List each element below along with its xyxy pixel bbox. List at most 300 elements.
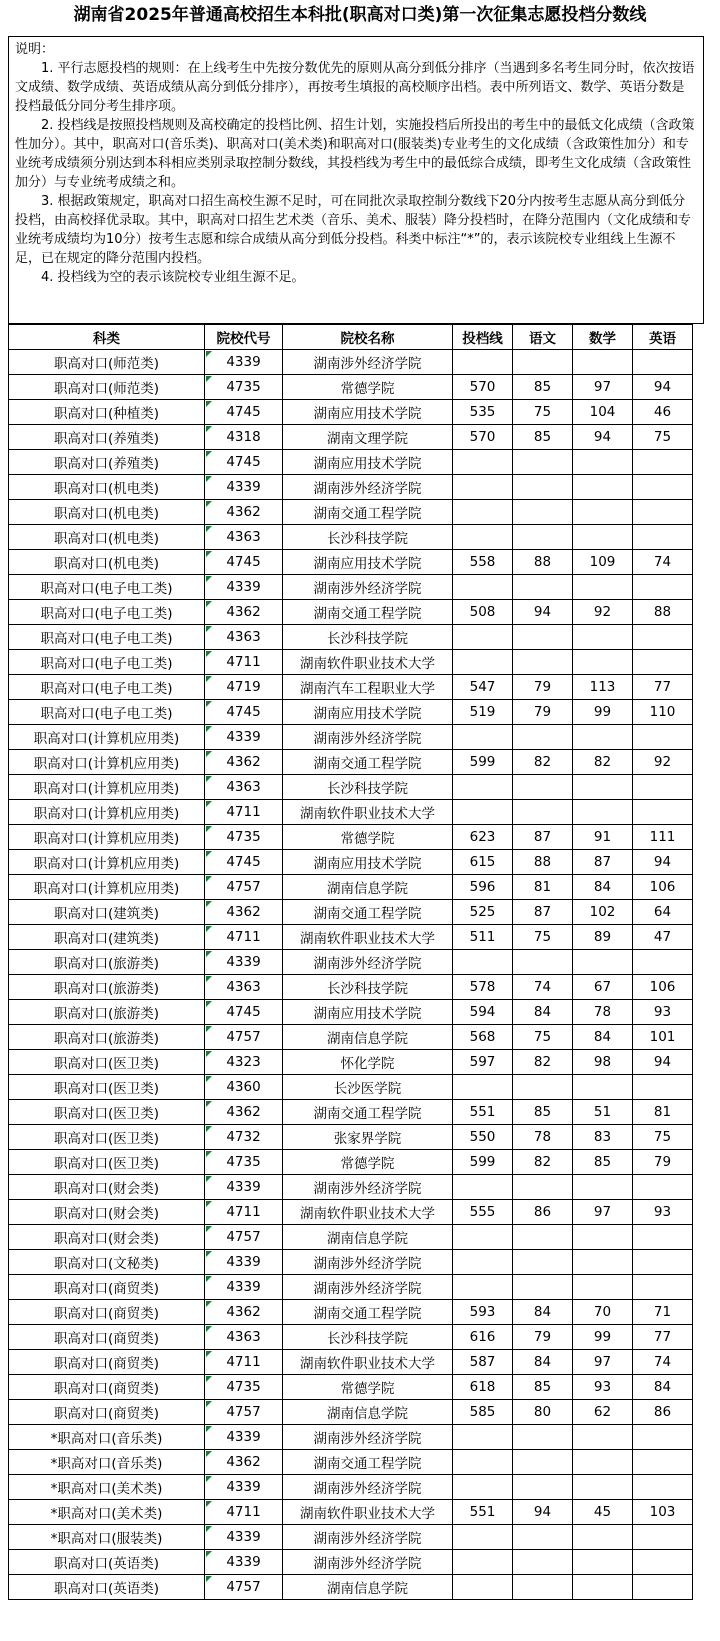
school-name-cell: 张家界学院 [283,1125,453,1150]
chinese-score-cell: 84 [513,1350,573,1375]
school-code-cell: 4339 [205,950,283,975]
english-score-cell [633,1225,693,1250]
math-score-cell [573,1575,633,1600]
school-name-cell: 湖南交通工程学院 [283,900,453,925]
school-name-cell: 湖南应用技术学院 [283,850,453,875]
school-name-cell: 湖南应用技术学院 [283,400,453,425]
school-name-cell: 长沙科技学院 [283,975,453,1000]
table-row [9,1300,693,1325]
chinese-score-cell: 79 [513,700,573,725]
table-row [9,700,693,725]
table-row [9,750,693,775]
cutoff-score-cell: 558 [453,550,513,575]
math-score-cell: 45 [573,1500,633,1525]
category-cell: 职高对口(财会类) [9,1225,205,1250]
cutoff-score-cell [453,800,513,825]
math-score-cell: 113 [573,675,633,700]
category-cell: 职高对口(计算机应用类) [9,775,205,800]
school-name-cell: 湖南涉外经济学院 [283,475,453,500]
chinese-score-cell [513,650,573,675]
math-score-cell [573,1425,633,1450]
category-cell: *职高对口(音乐类) [9,1425,205,1450]
category-cell: 职高对口(商贸类) [9,1375,205,1400]
chinese-score-cell: 85 [513,1375,573,1400]
table-row [9,975,693,1000]
school-code-cell: 4711 [205,650,283,675]
school-code-cell: 4318 [205,425,283,450]
table-row [9,450,693,475]
school-code-cell: 4362 [205,600,283,625]
school-name-cell: 湖南交通工程学院 [283,750,453,775]
math-score-cell: 98 [573,1050,633,1075]
chinese-score-cell [513,625,573,650]
header-category: 科类 [9,325,205,350]
table-row [9,725,693,750]
category-cell: 职高对口(医卫类) [9,1075,205,1100]
math-score-cell [573,950,633,975]
score-table [8,324,693,1600]
school-name-cell: 湖南交通工程学院 [283,1300,453,1325]
cutoff-score-cell [453,1550,513,1575]
notes-label: 说明： [15,42,55,57]
chinese-score-cell [513,1550,573,1575]
cutoff-score-cell: 593 [453,1300,513,1325]
chinese-score-cell: 88 [513,850,573,875]
category-cell: 职高对口(机电类) [9,475,205,500]
cutoff-score-cell: 587 [453,1350,513,1375]
chinese-score-cell: 94 [513,1500,573,1525]
table-row [9,1275,693,1300]
school-code-cell: 4745 [205,550,283,575]
chinese-score-cell [513,525,573,550]
chinese-score-cell: 79 [513,675,573,700]
chinese-score-cell: 87 [513,825,573,850]
school-name-cell: 湖南应用技术学院 [283,450,453,475]
school-name-cell: 湖南交通工程学院 [283,1450,453,1475]
english-score-cell: 79 [633,1150,693,1175]
cutoff-score-cell: 511 [453,925,513,950]
table-row [9,1425,693,1450]
school-name-cell: 湖南涉外经济学院 [283,1250,453,1275]
english-score-cell: 92 [633,750,693,775]
cutoff-score-cell: 618 [453,1375,513,1400]
math-score-cell: 67 [573,975,633,1000]
school-name-cell: 湖南汽车工程职业大学 [283,675,453,700]
table-row [9,1350,693,1375]
math-score-cell [573,575,633,600]
note-item-1: 1. 平行志愿投档的规则：在上线考生中先按分数优先的原则从高分到低分排序（当遇到多名考生同分时，依次按语文成绩、数学成绩、英语成绩从高分到低分排序），再按考生填报的高校顺序出档。表中所列语文、数学、英语分数是投档最低分同分考生排序项。 [15,61,695,114]
cutoff-score-cell [453,525,513,550]
english-score-cell [633,350,693,375]
table-row [9,775,693,800]
category-cell: 职高对口(机电类) [9,500,205,525]
table-row [9,1050,693,1075]
math-score-cell [573,775,633,800]
math-score-cell: 93 [573,1375,633,1400]
math-score-cell [573,450,633,475]
chinese-score-cell: 85 [513,425,573,450]
table-row [9,1325,693,1350]
cutoff-score-cell: 616 [453,1325,513,1350]
school-name-cell: 湖南涉外经济学院 [283,1425,453,1450]
chinese-score-cell: 86 [513,1200,573,1225]
cutoff-score-cell: 594 [453,1000,513,1025]
table-row [9,375,693,400]
chinese-score-cell [513,475,573,500]
table-row [9,525,693,550]
english-score-cell: 77 [633,1325,693,1350]
school-name-cell: 湖南软件职业技术大学 [283,800,453,825]
chinese-score-cell: 82 [513,1050,573,1075]
category-cell: 职高对口(商贸类) [9,1275,205,1300]
cutoff-score-cell: 550 [453,1125,513,1150]
school-code-cell: 4732 [205,1125,283,1150]
category-cell: 职高对口(商贸类) [9,1300,205,1325]
category-cell: 职高对口(建筑类) [9,925,205,950]
math-score-cell [573,625,633,650]
school-name-cell: 长沙医学院 [283,1075,453,1100]
category-cell: 职高对口(医卫类) [9,1150,205,1175]
math-score-cell: 94 [573,425,633,450]
english-score-cell [633,1425,693,1450]
math-score-cell: 83 [573,1125,633,1150]
school-code-cell: 4757 [205,875,283,900]
cutoff-score-cell [453,1275,513,1300]
school-name-cell: 湖南软件职业技术大学 [283,650,453,675]
chinese-score-cell [513,950,573,975]
school-code-cell: 4711 [205,800,283,825]
table-row [9,1400,693,1425]
category-cell: 职高对口(建筑类) [9,900,205,925]
chinese-score-cell: 84 [513,1300,573,1325]
table-row [9,1200,693,1225]
category-cell: 职高对口(种植类) [9,400,205,425]
school-code-cell: 4711 [205,1350,283,1375]
english-score-cell: 46 [633,400,693,425]
school-code-cell: 4363 [205,1325,283,1350]
category-cell: 职高对口(医卫类) [9,1050,205,1075]
category-cell: 职高对口(医卫类) [9,1100,205,1125]
school-name-cell: 湖南涉外经济学院 [283,350,453,375]
category-cell: 职高对口(电子电工类) [9,625,205,650]
math-score-cell: 109 [573,550,633,575]
school-code-cell: 4362 [205,900,283,925]
table-row [9,1550,693,1575]
table-row [9,675,693,700]
school-code-cell: 4339 [205,475,283,500]
english-score-cell [633,1575,693,1600]
math-score-cell: 87 [573,850,633,875]
cutoff-score-cell [453,450,513,475]
chinese-score-cell: 74 [513,975,573,1000]
school-name-cell: 湖南应用技术学院 [283,550,453,575]
english-score-cell: 106 [633,875,693,900]
english-score-cell [633,800,693,825]
table-row [9,825,693,850]
table-row [9,600,693,625]
english-score-cell [633,625,693,650]
chinese-score-cell: 75 [513,925,573,950]
chinese-score-cell [513,1425,573,1450]
math-score-cell [573,350,633,375]
cutoff-score-cell: 570 [453,425,513,450]
math-score-cell [573,1550,633,1575]
school-name-cell: 长沙科技学院 [283,775,453,800]
header-school-name: 院校名称 [283,325,453,350]
school-code-cell: 4735 [205,1375,283,1400]
school-code-cell: 4323 [205,1050,283,1075]
table-row [9,1250,693,1275]
category-cell: 职高对口(电子电工类) [9,675,205,700]
school-name-cell: 湖南软件职业技术大学 [283,1350,453,1375]
school-code-cell: 4339 [205,1250,283,1275]
school-code-cell: 4735 [205,375,283,400]
english-score-cell: 74 [633,550,693,575]
english-score-cell: 47 [633,925,693,950]
school-code-cell: 4757 [205,1400,283,1425]
cutoff-score-cell: 547 [453,675,513,700]
math-score-cell: 97 [573,1350,633,1375]
english-score-cell [633,1450,693,1475]
math-score-cell: 62 [573,1400,633,1425]
school-code-cell: 4735 [205,825,283,850]
english-score-cell: 94 [633,375,693,400]
english-score-cell: 86 [633,1400,693,1425]
english-score-cell [633,1475,693,1500]
school-name-cell: 湖南信息学院 [283,1400,453,1425]
category-cell: 职高对口(计算机应用类) [9,725,205,750]
table-row [9,550,693,575]
table-row [9,500,693,525]
chinese-score-cell: 82 [513,1150,573,1175]
school-name-cell: 湖南信息学院 [283,875,453,900]
chinese-score-cell [513,1075,573,1100]
school-name-cell: 湖南应用技术学院 [283,700,453,725]
math-score-cell [573,800,633,825]
school-code-cell: 4362 [205,500,283,525]
math-score-cell: 89 [573,925,633,950]
math-score-cell [573,1275,633,1300]
school-name-cell: 湖南涉外经济学院 [283,950,453,975]
cutoff-score-cell [453,950,513,975]
page-title: 湖南省2025年普通高校招生本科批(职高对口类)第一次征集志愿投档分数线 [73,5,647,25]
category-cell: *职高对口(服装类) [9,1525,205,1550]
english-score-cell: 103 [633,1500,693,1525]
cutoff-score-cell: 615 [453,850,513,875]
school-code-cell: 4363 [205,625,283,650]
math-score-cell: 70 [573,1300,633,1325]
math-score-cell [573,1250,633,1275]
category-cell: 职高对口(师范类) [9,375,205,400]
english-score-cell: 75 [633,1125,693,1150]
chinese-score-cell [513,1250,573,1275]
school-name-cell: 湖南涉外经济学院 [283,725,453,750]
school-name-cell: 常德学院 [283,825,453,850]
table-row [9,850,693,875]
table-row [9,1000,693,1025]
english-score-cell: 74 [633,1350,693,1375]
math-score-cell [573,1525,633,1550]
english-score-cell: 75 [633,425,693,450]
english-score-cell: 64 [633,900,693,925]
cutoff-score-cell: 519 [453,700,513,725]
table-row [9,1575,693,1600]
chinese-score-cell: 81 [513,875,573,900]
cutoff-score-cell: 568 [453,1025,513,1050]
chinese-score-cell: 79 [513,1325,573,1350]
cutoff-score-cell: 551 [453,1500,513,1525]
school-code-cell: 4711 [205,1200,283,1225]
school-name-cell: 湖南涉外经济学院 [283,1175,453,1200]
school-code-cell: 4339 [205,1550,283,1575]
table-row [9,800,693,825]
school-code-cell: 4339 [205,1275,283,1300]
school-code-cell: 4745 [205,700,283,725]
school-code-cell: 4363 [205,525,283,550]
school-name-cell: 怀化学院 [283,1050,453,1075]
table-row [9,650,693,675]
english-score-cell: 93 [633,1000,693,1025]
english-score-cell [633,1175,693,1200]
category-cell: 职高对口(电子电工类) [9,600,205,625]
cutoff-score-cell [453,1075,513,1100]
cutoff-score-cell [453,1425,513,1450]
chinese-score-cell [513,725,573,750]
category-cell: 职高对口(师范类) [9,350,205,375]
school-code-cell: 4360 [205,1075,283,1100]
cutoff-score-cell [453,1475,513,1500]
chinese-score-cell [513,1525,573,1550]
cutoff-score-cell: 599 [453,750,513,775]
header-math: 数学 [573,325,633,350]
notes-box [8,36,704,324]
cutoff-score-cell [453,1450,513,1475]
cutoff-score-cell: 596 [453,875,513,900]
table-row [9,1225,693,1250]
category-cell: 职高对口(机电类) [9,525,205,550]
school-name-cell: 湖南涉外经济学院 [283,1550,453,1575]
school-name-cell: 湖南交通工程学院 [283,600,453,625]
english-score-cell: 94 [633,1050,693,1075]
chinese-score-cell: 87 [513,900,573,925]
category-cell: *职高对口(美术类) [9,1475,205,1500]
chinese-score-cell [513,500,573,525]
school-name-cell: 湖南软件职业技术大学 [283,1500,453,1525]
math-score-cell [573,1175,633,1200]
cutoff-score-cell [453,775,513,800]
school-code-cell: 4745 [205,450,283,475]
math-score-cell [573,725,633,750]
school-name-cell: 湖南应用技术学院 [283,1000,453,1025]
school-code-cell: 4745 [205,850,283,875]
table-row [9,425,693,450]
cutoff-score-cell [453,1225,513,1250]
category-cell: 职高对口(计算机应用类) [9,800,205,825]
school-code-cell: 4339 [205,1525,283,1550]
table-row [9,1025,693,1050]
math-score-cell [573,1225,633,1250]
school-name-cell: 长沙科技学院 [283,625,453,650]
table-row [9,1150,693,1175]
school-name-cell: 湖南文理学院 [283,425,453,450]
category-cell: 职高对口(机电类) [9,550,205,575]
category-cell: 职高对口(英语类) [9,1575,205,1600]
cutoff-score-cell: 535 [453,400,513,425]
header-english: 英语 [633,325,693,350]
english-score-cell [633,950,693,975]
category-cell: 职高对口(旅游类) [9,1000,205,1025]
english-score-cell [633,650,693,675]
school-name-cell: 湖南软件职业技术大学 [283,1200,453,1225]
chinese-score-cell: 88 [513,550,573,575]
cutoff-score-cell [453,575,513,600]
math-score-cell: 99 [573,700,633,725]
cutoff-score-cell: 508 [453,600,513,625]
table-row [9,925,693,950]
math-score-cell [573,650,633,675]
math-score-cell [573,475,633,500]
english-score-cell: 110 [633,700,693,725]
table-row [9,1525,693,1550]
header-chinese: 语文 [513,325,573,350]
chinese-score-cell [513,450,573,475]
school-code-cell: 4339 [205,1475,283,1500]
cutoff-score-cell: 623 [453,825,513,850]
cutoff-score-cell: 551 [453,1100,513,1125]
cutoff-score-cell: 555 [453,1200,513,1225]
math-score-cell: 97 [573,375,633,400]
category-cell: 职高对口(旅游类) [9,950,205,975]
english-score-cell [633,475,693,500]
cutoff-score-cell: 585 [453,1400,513,1425]
header-school-code: 院校代号 [205,325,283,350]
cutoff-score-cell [453,1175,513,1200]
cutoff-score-cell [453,500,513,525]
school-code-cell: 4711 [205,925,283,950]
math-score-cell [573,1450,633,1475]
note-item-2: 2. 投档线是按照投档规则及高校确定的投档比例、招生计划，实施投档后所投出的考生中的最低文化成绩（含政策性加分）。其中，职高对口(音乐类)、职高对口(美术类)和职高对口(服装类)专业考生的文化成绩（含政策性加分）和专业统考成绩须分别达到本科相应类别录取控制分数线，其投档线为考生中的最低综合成绩，即考生文化成绩（含政策性加分）与专业统考成绩之和。 [15,118,695,190]
chinese-score-cell [513,800,573,825]
category-cell: 职高对口(计算机应用类) [9,875,205,900]
cutoff-score-cell [453,1525,513,1550]
math-score-cell [573,1075,633,1100]
table-row [9,1375,693,1400]
table-row [9,1100,693,1125]
english-score-cell: 71 [633,1300,693,1325]
english-score-cell: 88 [633,600,693,625]
english-score-cell [633,775,693,800]
category-cell: 职高对口(财会类) [9,1200,205,1225]
english-score-cell [633,500,693,525]
chinese-score-cell: 80 [513,1400,573,1425]
school-code-cell: 4745 [205,400,283,425]
category-cell: 职高对口(计算机应用类) [9,850,205,875]
chinese-score-cell [513,1275,573,1300]
school-code-cell: 4339 [205,1175,283,1200]
school-name-cell: 湖南信息学院 [283,1225,453,1250]
english-score-cell [633,1075,693,1100]
english-score-cell: 81 [633,1100,693,1125]
school-name-cell: 湖南信息学院 [283,1575,453,1600]
table-row [9,1475,693,1500]
school-name-cell: 湖南交通工程学院 [283,1100,453,1125]
chinese-score-cell: 85 [513,375,573,400]
cutoff-score-cell [453,725,513,750]
school-code-cell: 4757 [205,1225,283,1250]
chinese-score-cell [513,1175,573,1200]
school-name-cell: 湖南涉外经济学院 [283,575,453,600]
school-code-cell: 4711 [205,1500,283,1525]
